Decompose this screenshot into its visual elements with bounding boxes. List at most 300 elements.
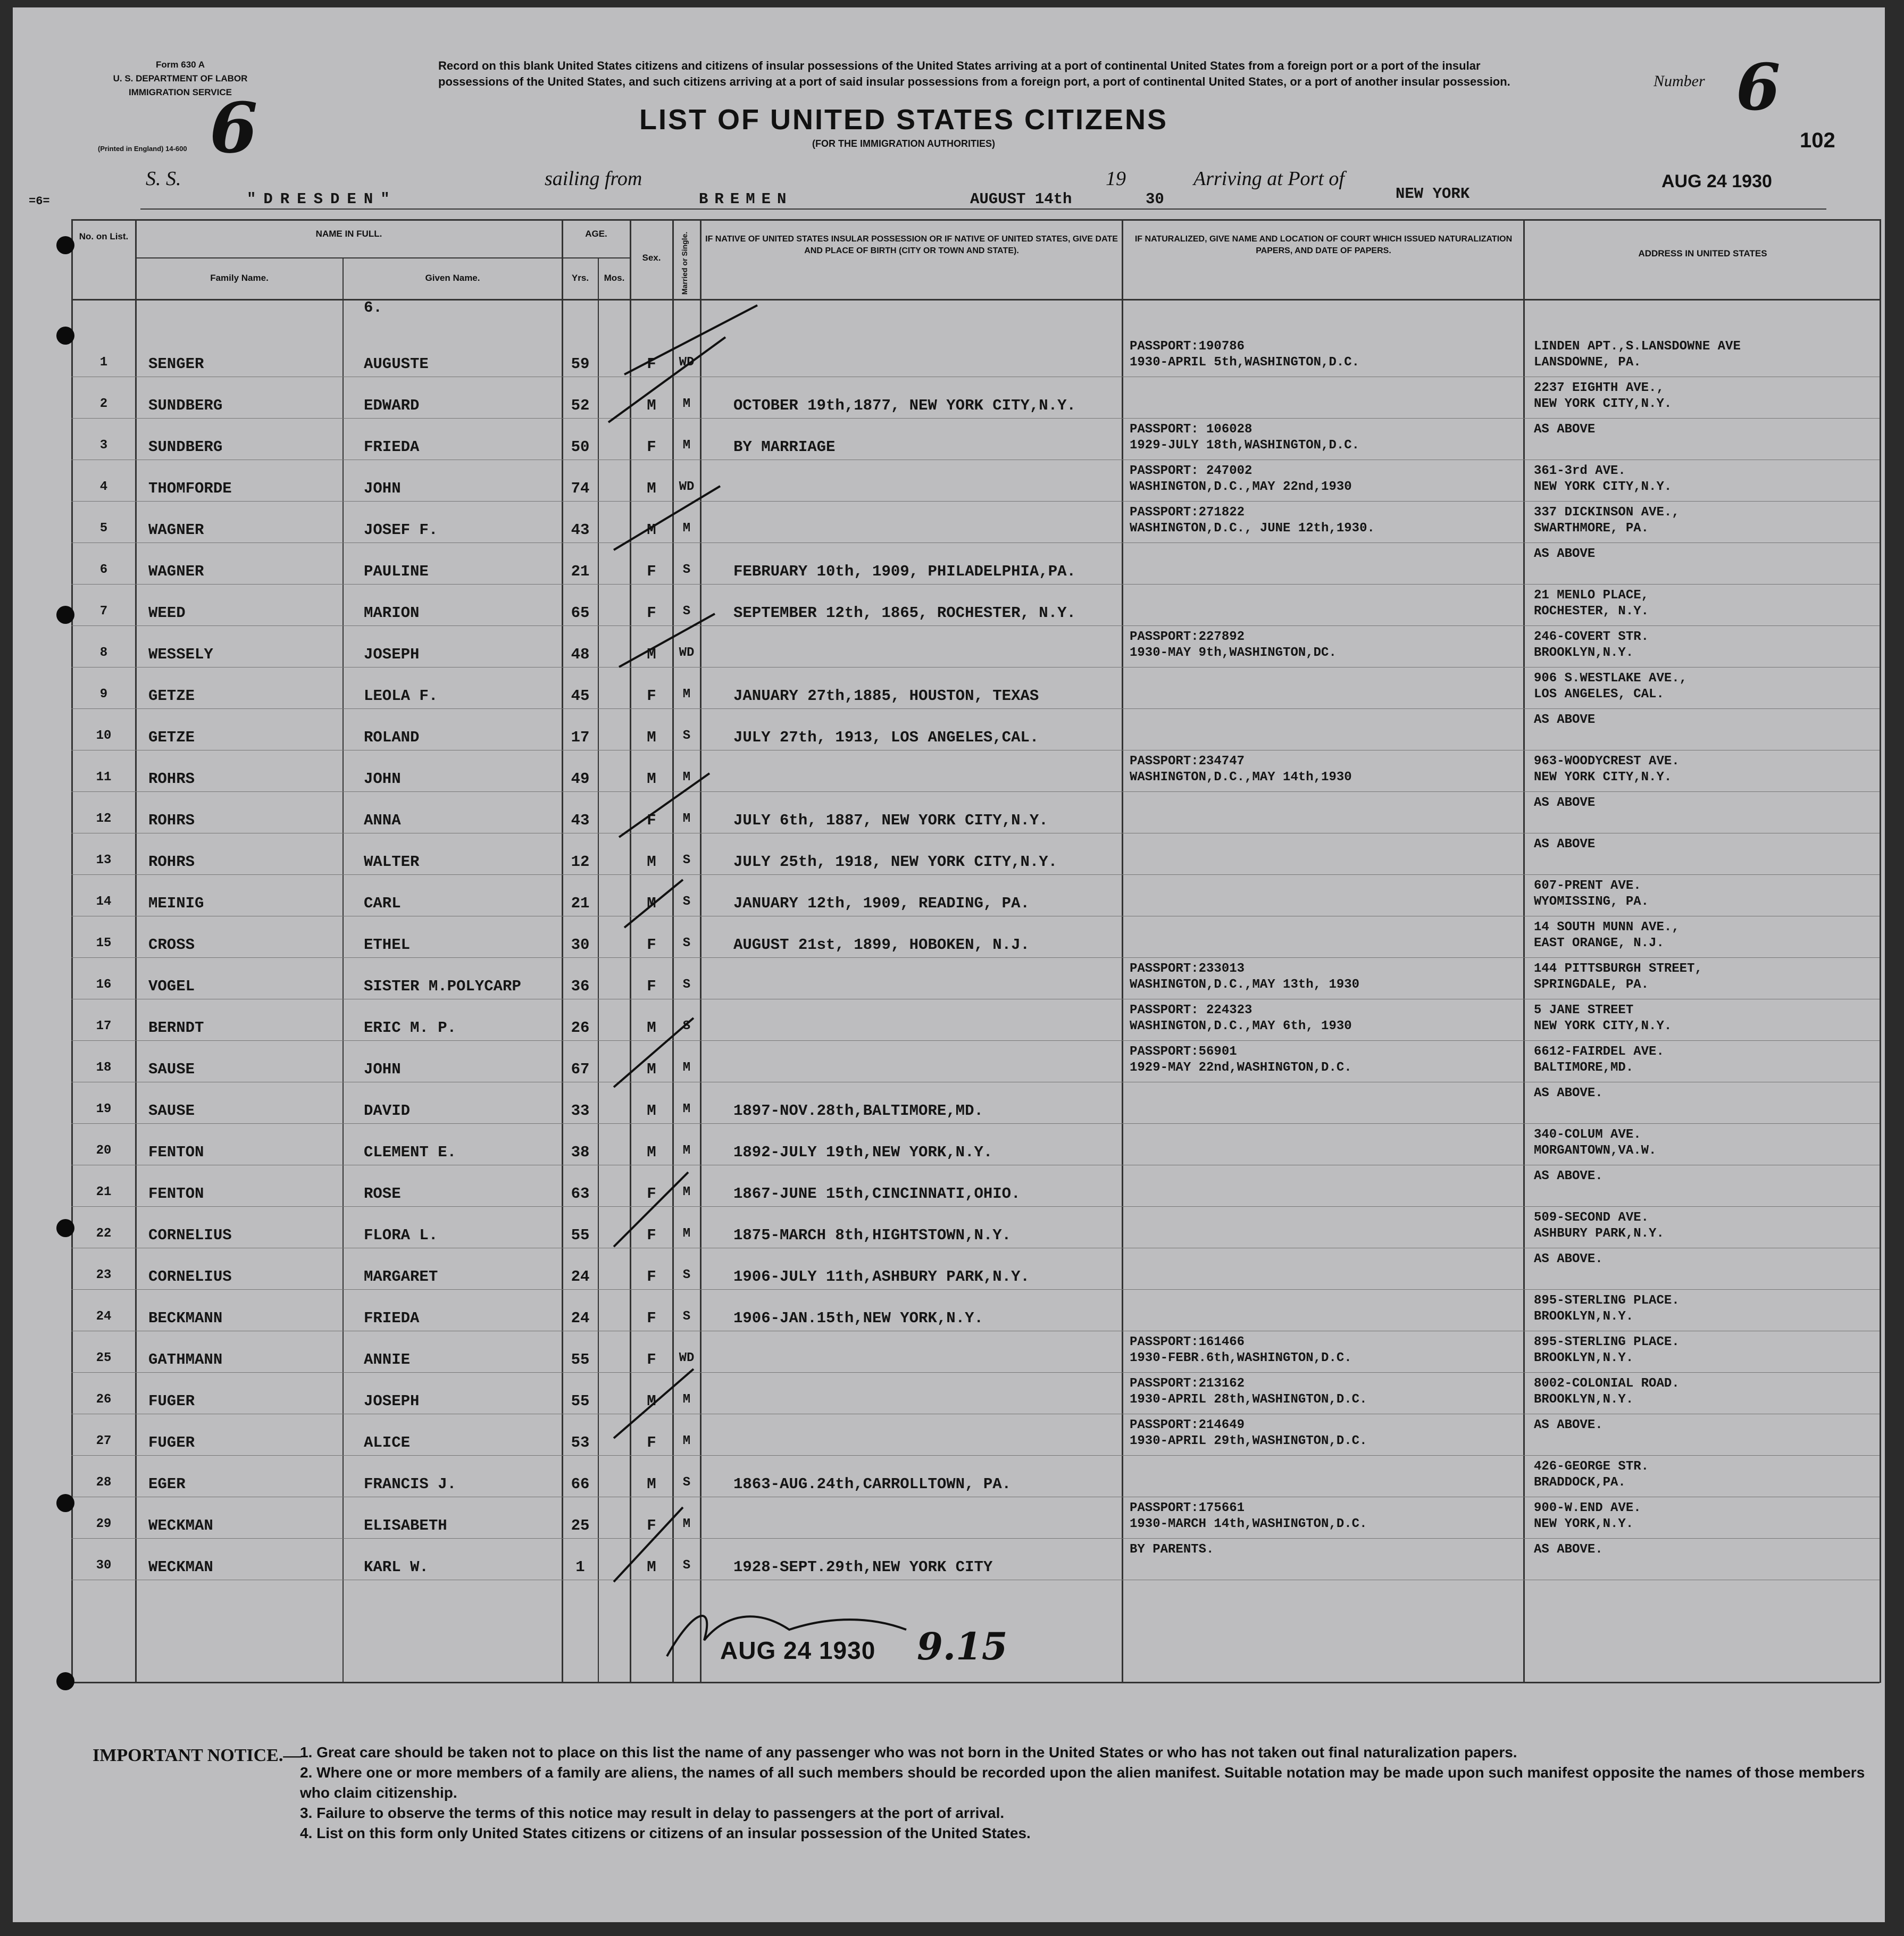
cell-address: 361-3rd AVE. [1534,464,1626,478]
cell-family: SUNDBERG [148,397,223,414]
cell-address: BROOKLYN,N.Y. [1534,1392,1634,1407]
cell-address: AS ABOVE. [1534,1169,1603,1183]
cell-family: GATHMANN [148,1351,223,1368]
cell-status: S [682,604,691,619]
cell-naturalization: PASSPORT:214649 [1130,1418,1245,1432]
cell-family: FENTON [148,1185,204,1203]
cell-age: 36 [571,978,590,995]
cell-naturalization: 1930-APRIL 5th,WASHINGTON,D.C. [1130,355,1360,370]
notice-list [300,1742,1869,1843]
cell-sex: F [647,438,656,456]
cell-no: 19 [96,1102,112,1116]
cell-sex: F [647,1226,656,1244]
cell-family: SENGER [148,355,204,373]
cell-given: JOSEPH [364,1392,420,1410]
cell-sex: F [647,978,656,995]
cell-family: CROSS [148,936,195,954]
cell-address: 14 SOUTH MUNN AVE., [1534,920,1680,934]
cell-no: 20 [96,1144,112,1158]
cell-given: ROSE [364,1185,401,1203]
punch-hole [56,1494,74,1512]
cell-address: 2237 EIGHTH AVE., [1534,381,1664,395]
cell-status: M [682,687,691,702]
cell-given: CLEMENT E. [364,1144,457,1161]
header-mos: Mos. [604,273,625,283]
cell-given: JOHN [364,480,401,497]
cell-address: 337 DICKINSON AVE., [1534,505,1680,520]
cell-given: FRIEDA [364,1309,420,1327]
cell-family: SUNDBERG [148,438,223,456]
pen-stroke [614,1507,683,1582]
cell-no: 11 [96,770,112,785]
printed-note: (Printed in England) 14-600 [98,145,187,153]
page-subtitle: (FOR THE IMMIGRATION AUTHORITIES) [812,138,995,149]
cell-sex: M [647,1102,656,1120]
cell-age: 30 [571,936,590,954]
cell-address: 895-STERLING PLACE. [1534,1294,1680,1308]
cell-given: EDWARD [364,397,420,414]
cell-address: AS ABOVE [1534,713,1596,727]
form-line: U. S. DEPARTMENT OF LABOR [113,73,248,84]
cell-no: 12 [96,812,112,826]
cell-naturalization: PASSPORT: 224323 [1130,1003,1252,1017]
cell-address: BRADDOCK,PA. [1534,1475,1626,1490]
cell-given: WALTER [364,853,420,871]
punch-hole [56,1672,74,1690]
cell-family: SAUSE [148,1061,195,1078]
cell-family: GETZE [148,687,195,705]
cell-address: LOS ANGELES, CAL. [1534,687,1664,702]
ship-name: "DRESDEN" [247,190,397,208]
cell-address: SPRINGDALE, PA. [1534,978,1649,992]
cell-family: GETZE [148,729,195,746]
punch-hole [56,606,74,624]
cell-family: FUGER [148,1392,195,1410]
cell-address: AS ABOVE. [1534,1086,1603,1100]
header-given: Given Name. [425,273,480,283]
cell-age: 65 [571,604,590,622]
cell-family: WAGNER [148,521,204,539]
cell-family: FENTON [148,1144,204,1161]
cell-family: CORNELIUS [148,1226,232,1244]
cell-naturalization: PASSPORT:190786 [1130,339,1245,354]
cell-family: ROHRS [148,812,195,829]
cell-family: WECKMAN [148,1558,213,1576]
cell-naturalization: PASSPORT:161466 [1130,1335,1245,1349]
cell-sex: M [647,397,656,414]
number-label: Number [1654,72,1705,90]
cell-no: 25 [96,1351,112,1365]
handwritten-number: 6 [1736,50,1781,125]
notice-item: 2. Where one or more members of a family are aliens, the names of all such members should be recorded upon the alien manifest. Suitable notation may be made upon such manifest opposite the names of those members who claim citizenship. [300,1764,1865,1801]
cell-age: 55 [571,1392,590,1410]
cell-address: AS ABOVE [1534,837,1596,852]
cell-status: M [682,812,691,826]
pen-stroke [614,1018,694,1087]
cell-age: 45 [571,687,590,705]
cell-address: 5 JANE STREET [1534,1003,1634,1017]
cell-status: S [682,1475,691,1490]
cell-no: 13 [96,853,112,867]
header-name: NAME IN FULL. [315,229,382,239]
cell-status: WD [679,1351,695,1365]
cell-birth: FEBRUARY 10th, 1909, PHILADELPHIA,PA. [733,563,1076,580]
cell-address: 6612-FAIRDEL AVE. [1534,1045,1664,1059]
cell-given: ROLAND [364,729,420,746]
cell-naturalization: PASSPORT:233013 [1130,962,1245,976]
cell-naturalization: PASSPORT:213162 [1130,1376,1245,1391]
cell-no: 7 [99,604,108,619]
cell-sex: M [647,1392,656,1410]
cell-no: 18 [96,1061,112,1075]
header-sex: Sex. [642,253,661,263]
cell-age: 43 [571,812,590,829]
cell-address: LANSDOWNE, PA. [1534,355,1641,370]
header-no: No. on List. [79,231,129,241]
cell-family: EGER [148,1475,186,1493]
cell-given: ERIC M. P. [364,1019,457,1037]
cell-given: PAULINE [364,563,429,580]
cell-address: MORGANTOWN,VA.W. [1534,1144,1657,1158]
cell-status: S [682,729,691,743]
inspection-stamp: AUG 24 1930 [720,1637,876,1664]
cell-naturalization: WASHINGTON,D.C., JUNE 12th,1930. [1130,521,1375,536]
cell-no: 26 [96,1392,112,1407]
sailing-from-label: sailing from [545,168,642,190]
cell-sex: M [647,895,656,912]
cell-address: AS ABOVE. [1534,1418,1603,1432]
cell-status: S [682,1558,691,1573]
cell-address: 21 MENLO PLACE, [1534,588,1649,603]
cell-address: SWARTHMORE, PA. [1534,521,1649,536]
cell-address: 246-COVERT STR. [1534,630,1649,644]
punch-hole [56,327,74,345]
cell-age: 59 [571,355,590,373]
cell-given: JOSEPH [364,646,420,663]
cell-address: 963-WOODYCREST AVE. [1534,754,1680,769]
cell-naturalization: 1929-MAY 22nd,WASHINGTON,D.C. [1130,1061,1352,1075]
cell-status: WD [679,646,695,660]
cell-address: 509-SECOND AVE. [1534,1211,1649,1225]
cell-sex: F [647,604,656,622]
cell-sex: F [647,936,656,954]
cell-family: BECKMANN [148,1309,223,1327]
handwritten-time: 9.15 [917,1624,1008,1668]
cell-sex: M [647,1144,656,1161]
cell-family: WEED [148,604,186,622]
cell-address: AS ABOVE [1534,796,1596,810]
cell-age: 50 [571,438,590,456]
cell-given: ETHEL [364,936,411,954]
pen-stroke [619,773,709,837]
cell-given: JOHN [364,1061,401,1078]
cell-family: CORNELIUS [148,1268,232,1286]
cell-birth: JULY 6th, 1887, NEW YORK CITY,N.Y. [733,812,1048,829]
cell-sex: M [647,1019,656,1037]
cell-birth: 1928-SEPT.29th,NEW YORK CITY [733,1558,993,1576]
cell-no: 8 [99,646,108,660]
form-line: IMMIGRATION SERVICE [129,87,232,97]
cell-naturalization: WASHINGTON,D.C.,MAY 6th, 1930 [1130,1019,1352,1033]
header-married: Married or Single. [680,231,689,295]
form-line: Form 630 A [156,60,205,70]
cell-naturalization: PASSPORT:56901 [1130,1045,1237,1059]
cell-family: SAUSE [148,1102,195,1120]
cell-address: LINDEN APT.,S.LANSDOWNE AVE [1534,339,1741,354]
cell-sex: F [647,1434,656,1451]
cell-given: SISTER M.POLYCARP [364,978,521,995]
cell-age: 48 [571,646,590,663]
cell-status: M [682,1061,691,1075]
cell-status: M [682,770,691,785]
cell-naturalization: PASSPORT: 106028 [1130,422,1252,437]
cell-address: 895-STERLING PLACE. [1534,1335,1680,1349]
cell-birth: JULY 27th, 1913, LOS ANGELES,CAL. [733,729,1039,746]
cell-no: 15 [96,936,112,950]
cell-age: 38 [571,1144,590,1161]
header-age: AGE. [585,229,607,239]
pen-stroke [619,614,715,667]
pen-stroke [614,1172,688,1247]
cell-family: MEINIG [148,895,204,912]
cell-status: M [682,1226,691,1241]
cell-address: AS ABOVE. [1534,1252,1603,1266]
cell-address: NEW YORK CITY,N.Y. [1534,770,1672,785]
cell-no: 16 [96,978,112,992]
cell-address: NEW YORK CITY,N.Y. [1534,1019,1672,1033]
cell-age: 52 [571,397,590,414]
cell-no: 17 [96,1019,112,1033]
cell-family: ROHRS [148,770,195,788]
cell-sex: F [647,355,656,373]
cell-sex: F [647,812,656,829]
header-naturalized: IF NATURALIZED, GIVE NAME AND LOCATION OF COURT WHICH ISSUED NATURALIZATION PAPERS, AND DATE OF PAPERS. [1134,235,1513,255]
cell-status: S [682,1309,691,1324]
notice-heading: IMPORTANT NOTICE.— [93,1746,302,1765]
cell-sex: F [647,1185,656,1203]
cell-status: WD [679,355,695,370]
notice-item: 4. List on this form only United States citizens or citizens of an insular possession of the United States. [300,1825,1031,1841]
cell-family: THOMFORDE [148,480,232,497]
cell-no: 28 [96,1475,112,1490]
cell-family: VOGEL [148,978,195,995]
cell-birth: AUGUST 21st, 1899, HOBOKEN, N.J. [733,936,1030,954]
departure-date: AUGUST 14th [970,190,1072,208]
cell-sex: M [647,729,656,746]
cell-address: BALTIMORE,MD. [1534,1061,1634,1075]
cell-naturalization: PASSPORT: 247002 [1130,464,1252,478]
left-mark: =6= [29,195,50,208]
cell-sex: M [647,1558,656,1576]
cell-no: 21 [96,1185,112,1199]
page-number: 102 [1800,129,1835,152]
cell-sex: M [647,853,656,871]
header-yrs: Yrs. [571,273,589,283]
cell-given: FRIEDA [364,438,420,456]
cell-status: M [682,521,691,536]
cell-naturalization: 1930-MARCH 14th,WASHINGTON,D.C. [1130,1517,1367,1531]
arriving-label: Arriving at Port of [1193,168,1345,190]
cell-no: 27 [96,1434,112,1448]
cell-age: 55 [571,1226,590,1244]
cell-status: S [682,978,691,992]
year-label: 19 [1106,168,1126,190]
cell-birth: SEPTEMBER 12th, 1865, ROCHESTER, N.Y. [733,604,1076,622]
cell-given: MARGARET [364,1268,438,1286]
cell-birth: JANUARY 27th,1885, HOUSTON, TEXAS [733,687,1039,705]
cell-naturalization: WASHINGTON,D.C.,MAY 14th,1930 [1130,770,1352,785]
cell-age: 55 [571,1351,590,1368]
cell-no: 5 [99,521,108,536]
cell-family: ROHRS [148,853,195,871]
year-value: 30 [1146,190,1164,208]
cell-family: WESSELY [148,646,213,663]
cell-address: NEW YORK CITY,N.Y. [1534,397,1672,411]
cell-address: WYOMISSING, PA. [1534,895,1649,909]
cell-status: M [682,1517,691,1531]
cell-age: 25 [571,1517,590,1534]
pen-stroke [624,880,683,928]
cell-no: 2 [99,397,108,411]
cell-no: 24 [96,1309,112,1324]
cell-age: 26 [571,1019,590,1037]
cell-given: ANNIE [364,1351,411,1368]
notice-item: 3. Failure to observe the terms of this notice may result in delay to passengers at the port of arrival. [300,1805,1005,1821]
cell-naturalization: 1930-APRIL 28th,WASHINGTON,D.C. [1130,1392,1367,1407]
cell-age: 12 [571,853,590,871]
punch-hole [56,1219,74,1237]
ss-label: S. S. [146,168,181,190]
cell-naturalization: 1929-JULY 18th,WASHINGTON,D.C. [1130,438,1360,453]
cell-address: 607-PRENT AVE. [1534,879,1641,893]
cell-status: M [682,438,691,453]
cell-birth: JULY 25th, 1918, NEW YORK CITY,N.Y. [733,853,1058,871]
cell-no: 10 [96,729,112,743]
cell-given: ELISABETH [364,1517,447,1534]
cell-sex: F [647,687,656,705]
cell-address: 340-COLUM AVE. [1534,1128,1641,1142]
cell-naturalization: PASSPORT:234747 [1130,754,1245,769]
header-address: ADDRESS IN UNITED STATES [1638,248,1767,258]
cell-naturalization: WASHINGTON,D.C.,MAY 22nd,1930 [1130,480,1352,494]
cell-no: 23 [96,1268,112,1282]
handwritten-sheet-number: 6 [210,87,258,169]
cell-status: S [682,895,691,909]
cell-naturalization: 1930-FEBR.6th,WASHINGTON,D.C. [1130,1351,1352,1365]
cell-status: M [682,1185,691,1199]
cell-status: M [682,397,691,411]
cell-no: 30 [96,1558,112,1573]
page-title: LIST OF UNITED STATES CITIZENS [639,104,1168,136]
cell-age: 24 [571,1268,590,1286]
cell-age: 66 [571,1475,590,1493]
cell-no: 3 [99,438,108,453]
cell-age: 21 [571,563,590,580]
cell-birth: 1892-JULY 19th,NEW YORK,N.Y. [733,1144,993,1161]
pen-stroke [614,486,720,550]
cell-sex: M [647,1061,656,1078]
cell-age: 17 [571,729,590,746]
cell-naturalization: 1930-APRIL 29th,WASHINGTON,D.C. [1130,1434,1367,1448]
cell-no: 6 [99,563,108,577]
cell-age: 74 [571,480,590,497]
cell-naturalization: WASHINGTON,D.C.,MAY 13th, 1930 [1130,978,1360,992]
cell-family: FUGER [148,1434,195,1451]
tally-strokes [608,305,757,1582]
cell-sex: F [647,563,656,580]
cell-address: 900-W.END AVE. [1534,1501,1641,1515]
notice-item: 1. Great care should be taken not to place on this list the name of any passenger who was not born in the United States or who has not taken out final naturalization papers. [300,1744,1517,1760]
punch-hole [56,236,74,254]
cell-status: S [682,563,691,577]
cell-given: JOHN [364,770,401,788]
cell-naturalization: PASSPORT:271822 [1130,505,1245,520]
cell-address: 8002-COLONIAL ROAD. [1534,1376,1680,1391]
cell-naturalization: PASSPORT:227892 [1130,630,1245,644]
cell-naturalization: PASSPORT:175661 [1130,1501,1245,1515]
cell-birth: 1906-JULY 11th,ASHBURY PARK,N.Y. [733,1268,1030,1286]
header-birth: IF NATIVE OF UNITED STATES INSULAR POSSESSION OR IF NATIVE OF UNITED STATES, GIVE DATE AND PLACE OF BIRTH (CITY OR TOWN AND STATE). [705,235,1118,255]
cell-sex: F [647,1351,656,1368]
cell-address: 144 PITTSBURGH STREET, [1534,962,1702,976]
cell-address: 906 S.WESTLAKE AVE., [1534,671,1688,686]
cell-birth: OCTOBER 19th,1877, NEW YORK CITY,N.Y. [733,397,1076,414]
cell-status: S [682,1019,691,1033]
cell-address: BROOKLYN,N.Y. [1534,1351,1634,1365]
record-instructions: Record on this blank United States citizens and citizens of insular possessions of the United States arriving at a port of continental United States from a foreign port or a port of the insular possessions of the United States, and such citizens arriving at a port of said insular possessions from a foreign port, a port of continental United States, or a port of another insular possession. [438,59,1510,88]
cell-address: AS ABOVE. [1534,1542,1603,1557]
cell-birth: JANUARY 12th, 1909, READING, PA. [733,895,1030,912]
cell-address: BROOKLYN,N.Y. [1534,646,1634,660]
cell-address: NEW YORK CITY,N.Y. [1534,480,1672,494]
cell-given: AUGUSTE [364,355,429,373]
cell-naturalization: BY PARENTS. [1130,1542,1214,1557]
cell-sex: M [647,770,656,788]
cell-given: KARL W. [364,1558,429,1576]
port-to: NEW YORK [1396,185,1470,203]
port-from: BREMEN [699,190,793,208]
cell-given: FLORA L. [364,1226,438,1244]
cell-age: 24 [571,1309,590,1327]
cell-age: 67 [571,1061,590,1078]
cell-address: EAST ORANGE, N.J. [1534,936,1664,950]
cell-given: LEOLA F. [364,687,438,705]
cell-status: S [682,853,691,867]
cell-address: ROCHESTER, N.Y. [1534,604,1649,619]
cell-no: 14 [96,895,112,909]
cell-age: 63 [571,1185,590,1203]
cell-age: 21 [571,895,590,912]
cell-status: M [682,1434,691,1448]
cell-status: WD [679,480,695,494]
cell-no: 9 [99,687,108,702]
cell-no: 4 [99,480,108,494]
cell-given: ANNA [364,812,401,829]
cell-given: FRANCIS J. [364,1475,457,1493]
cell-age: 53 [571,1434,590,1451]
cell-birth: 1875-MARCH 8th,HIGHTSTOWN,N.Y. [733,1226,1012,1244]
cell-age: 1 [575,1558,585,1576]
cell-status: S [682,936,691,950]
manifest-sheet [13,7,1885,1922]
cell-status: M [682,1144,691,1158]
cell-sex: M [647,480,656,497]
cell-family: WAGNER [148,563,204,580]
cell-birth: 1867-JUNE 15th,CINCINNATI,OHIO. [733,1185,1021,1203]
cell-birth: 1897-NOV.28th,BALTIMORE,MD. [733,1102,983,1120]
cell-given: ALICE [364,1434,411,1451]
cell-given: CARL [364,895,401,912]
